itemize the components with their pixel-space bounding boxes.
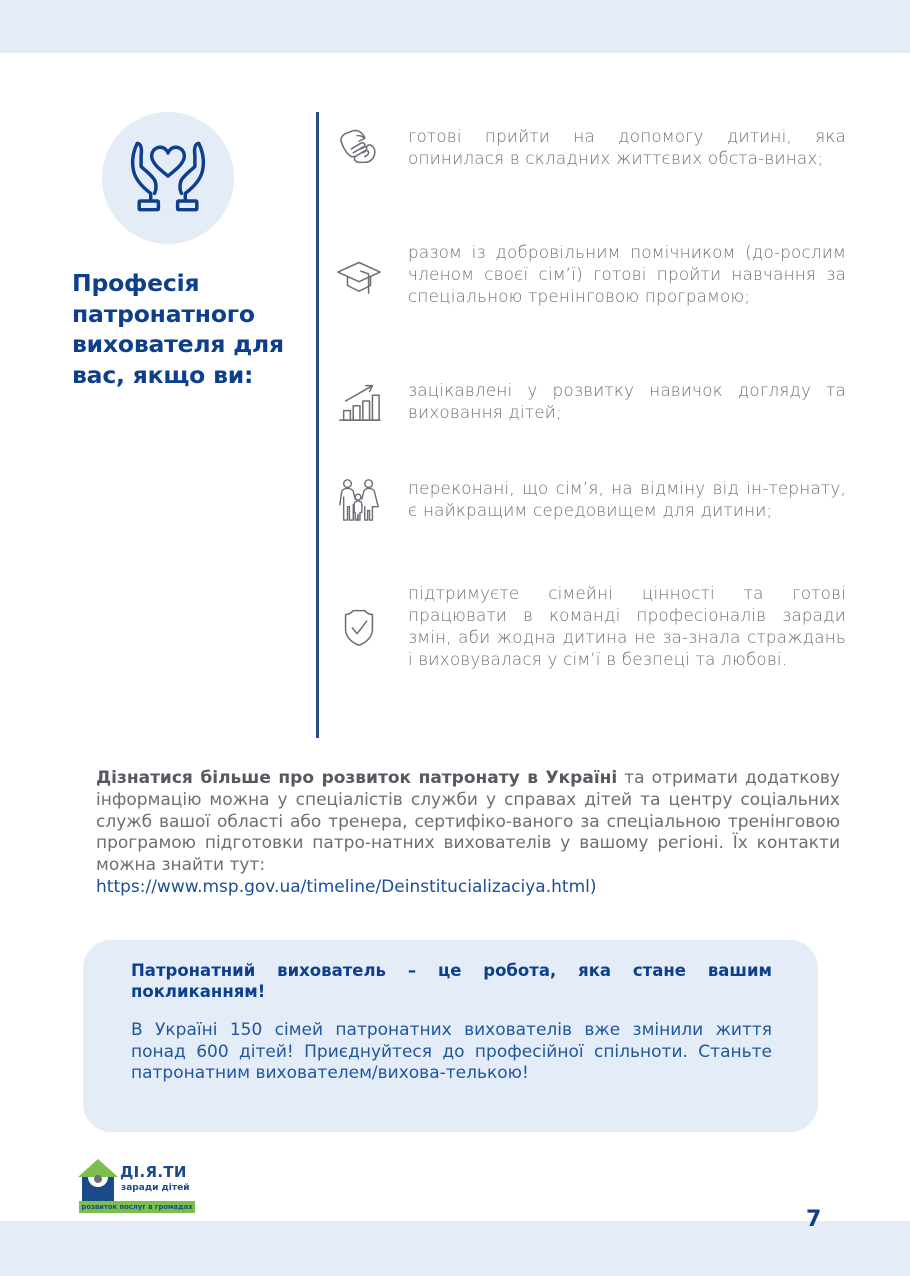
- criteria-text: підтримуєте сімейні цінності та готові працювати в команді професіоналів заради змін, аби жодна дитина не за-знала страждань і виховувалася у сім’ї в безпеці та любові.: [408, 583, 846, 669]
- callout-title: Патронатний вихователь – це робота, яка стане вашим покликанням!: [131, 961, 772, 1001]
- criteria-item: [336, 124, 846, 170]
- criteria-text: переконані, що сім’я, на відміну від ін-тернату, є найкращим середовищем для дитини;: [408, 478, 846, 520]
- heading-line: вас, якщо ви:: [72, 360, 254, 389]
- vertical-divider: [316, 112, 319, 738]
- heading-line: вихователя для: [72, 330, 284, 358]
- diyaty-logo: [78, 1157, 198, 1215]
- growth-chart-icon: [336, 378, 382, 424]
- callout-body: В Україні 150 сімей патронатних вихователів вже змінили життя понад 600 дітей! Приєднуйтеся до професійної спільноти. Станьте патронатним вихователем/вихова-телькою!: [131, 1020, 772, 1083]
- shield-check-icon: [336, 603, 382, 649]
- logo-subtitle: заради дітей: [121, 1183, 190, 1193]
- page-number: 7: [806, 1207, 822, 1232]
- more-info-paragraph: [96, 768, 840, 899]
- msp-link[interactable]: https://www.msp.gov.ua/timeline/Deinstitucializaciya.html): [96, 876, 597, 897]
- helping-hands-icon: [336, 124, 382, 170]
- criteria-text: зацікавлені у розвитку навичок догляду та виховання дітей;: [408, 380, 846, 422]
- criteria-text: разом із добровільним помічником (до-рослим членом своєї сім’ї) готові пройти навчання за спеціальною тренінговою програмою;: [408, 242, 846, 306]
- heading-line: Професія: [72, 269, 200, 297]
- criteria-item: [336, 476, 846, 522]
- house-logo-icon: [78, 1157, 118, 1201]
- hero-badge: [102, 112, 234, 244]
- hands-heart-icon: [120, 130, 216, 226]
- more-info-text: та отримати додаткову інформацію можна у спеціалістів служби у справах дітей та центру соціальних служб вашої області або тренера, сертифіко-ваного за спеціальною тренінговою програмою підготовки патро-натних вихователів у вашому регіоні. Їх контакти можна знайти тут:: [96, 768, 840, 876]
- criteria-item: [336, 378, 846, 424]
- more-info-lead: Дізнатися більше про розвиток патронату в Україні: [96, 768, 618, 788]
- criteria-item: [336, 582, 846, 670]
- criteria-item: [336, 241, 846, 307]
- header-band: [0, 0, 910, 53]
- footer-band: [0, 1221, 910, 1276]
- logo-tagline: розвиток послуг в громадах: [79, 1201, 195, 1213]
- callout-box: [83, 940, 818, 1132]
- graduation-cap-icon: [336, 251, 382, 297]
- logo-title: ДІ.Я.ТИ: [120, 1163, 187, 1181]
- criteria-text: готові прийти на допомогу дитині, яка опинилася в складних життєвих обста-винах;: [408, 126, 846, 168]
- section-heading: [72, 268, 312, 390]
- heading-line: патронатного: [72, 299, 255, 328]
- family-icon: [336, 476, 382, 522]
